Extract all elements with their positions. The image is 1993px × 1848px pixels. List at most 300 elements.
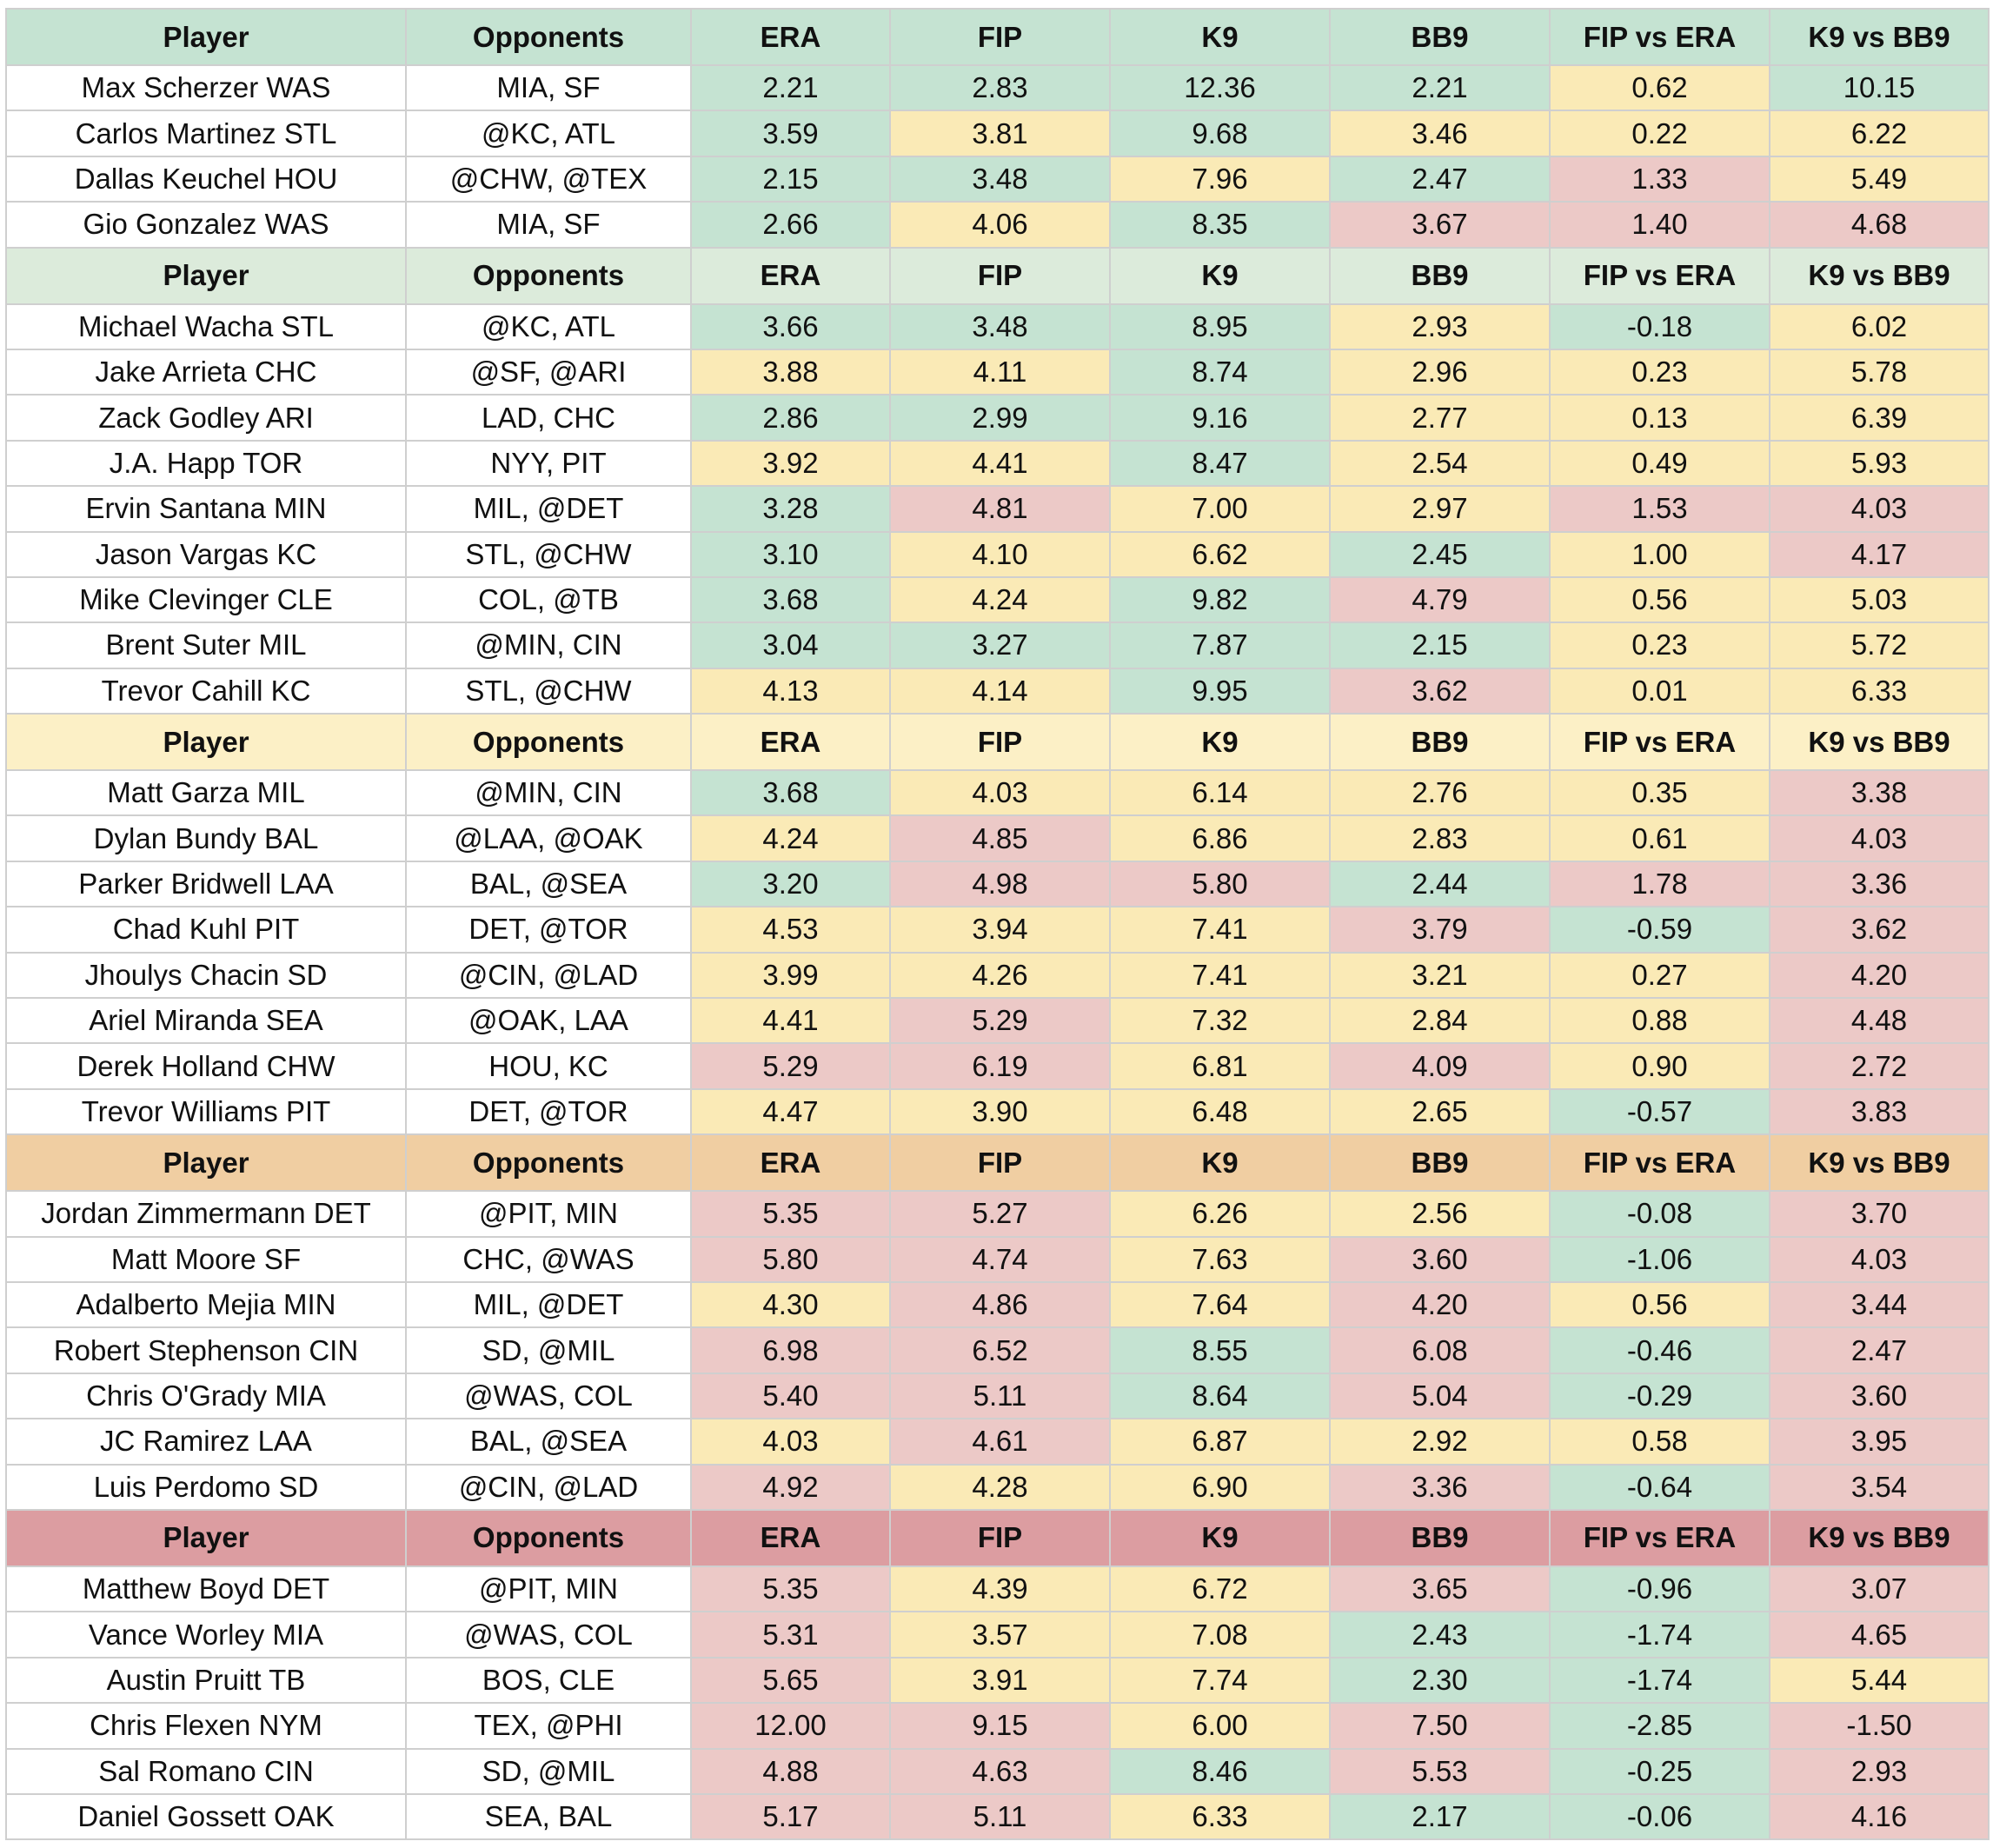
fip-vs-era-cell: -2.85 <box>1550 1703 1770 1748</box>
k9-cell: 7.08 <box>1110 1612 1330 1657</box>
k9-vs-bb9-cell: 3.44 <box>1770 1282 1989 1327</box>
fip-vs-era-cell: 1.78 <box>1550 861 1770 907</box>
table-row <box>6 1043 1989 1088</box>
k9-cell: 7.41 <box>1110 907 1330 952</box>
column-header-bb9: BB9 <box>1330 248 1550 304</box>
table-row <box>6 953 1989 998</box>
opponents-cell: SD, @MIL <box>406 1327 691 1373</box>
player-cell: Chris Flexen NYM <box>6 1703 406 1748</box>
opponents-cell: @PIT, MIN <box>406 1191 691 1236</box>
fip-cell: 4.41 <box>890 441 1110 486</box>
k9-vs-bb9-cell: 3.07 <box>1770 1566 1989 1612</box>
k9-cell: 6.87 <box>1110 1419 1330 1464</box>
group-header-row <box>6 1510 1989 1566</box>
player-cell: Mike Clevinger CLE <box>6 577 406 622</box>
table-row <box>6 110 1989 156</box>
fip-cell: 3.94 <box>890 907 1110 952</box>
opponents-cell: DET, @TOR <box>406 1089 691 1134</box>
column-header-bb9: BB9 <box>1330 9 1550 65</box>
k9-cell: 9.95 <box>1110 668 1330 714</box>
k9-vs-bb9-cell: 2.72 <box>1770 1043 1989 1088</box>
opponents-cell: CHC, @WAS <box>406 1237 691 1282</box>
k9-cell: 6.90 <box>1110 1465 1330 1510</box>
column-header-player: Player <box>6 9 406 65</box>
table-row <box>6 1794 1989 1839</box>
opponents-cell: NYY, PIT <box>406 441 691 486</box>
opponents-cell: @LAA, @OAK <box>406 815 691 861</box>
k9-vs-bb9-cell: 6.33 <box>1770 668 1989 714</box>
player-cell: Parker Bridwell LAA <box>6 861 406 907</box>
k9-vs-bb9-cell: 6.39 <box>1770 395 1989 440</box>
opponents-cell: STL, @CHW <box>406 532 691 577</box>
k9-cell: 6.81 <box>1110 1043 1330 1088</box>
column-header-fip-vs-era: FIP vs ERA <box>1550 9 1770 65</box>
table-row <box>6 998 1989 1043</box>
fip-cell: 4.74 <box>890 1237 1110 1282</box>
player-cell: Robert Stephenson CIN <box>6 1327 406 1373</box>
k9-vs-bb9-cell: 5.03 <box>1770 577 1989 622</box>
fip-vs-era-cell: 0.62 <box>1550 65 1770 110</box>
opponents-cell: DET, @TOR <box>406 907 691 952</box>
opponents-cell: MIA, SF <box>406 65 691 110</box>
era-cell: 3.88 <box>691 349 890 395</box>
era-cell: 5.40 <box>691 1373 890 1419</box>
table-row <box>6 486 1989 531</box>
opponents-cell: @CHW, @TEX <box>406 156 691 202</box>
k9-vs-bb9-cell: 6.22 <box>1770 110 1989 156</box>
opponents-cell: SD, @MIL <box>406 1749 691 1794</box>
player-cell: Matthew Boyd DET <box>6 1566 406 1612</box>
column-header-fip-vs-era: FIP vs ERA <box>1550 714 1770 770</box>
bb9-cell: 3.62 <box>1330 668 1550 714</box>
bb9-cell: 2.97 <box>1330 486 1550 531</box>
fip-cell: 5.29 <box>890 998 1110 1043</box>
k9-cell: 8.95 <box>1110 304 1330 349</box>
player-cell: Dallas Keuchel HOU <box>6 156 406 202</box>
era-cell: 5.35 <box>691 1566 890 1612</box>
era-cell: 5.29 <box>691 1043 890 1088</box>
player-cell: Jake Arrieta CHC <box>6 349 406 395</box>
k9-cell: 7.41 <box>1110 953 1330 998</box>
fip-vs-era-cell: 0.27 <box>1550 953 1770 998</box>
fip-vs-era-cell: -0.59 <box>1550 907 1770 952</box>
column-header-era: ERA <box>691 714 890 770</box>
player-cell: Chris O'Grady MIA <box>6 1373 406 1419</box>
column-header-opponents: Opponents <box>406 1510 691 1566</box>
player-cell: Vance Worley MIA <box>6 1612 406 1657</box>
era-cell: 2.66 <box>691 202 890 247</box>
table-row <box>6 202 1989 247</box>
bb9-cell: 2.65 <box>1330 1089 1550 1134</box>
era-cell: 4.30 <box>691 1282 890 1327</box>
column-header-k9-vs-bb9: K9 vs BB9 <box>1770 714 1989 770</box>
opponents-cell: BAL, @SEA <box>406 1419 691 1464</box>
column-header-fip: FIP <box>890 1134 1110 1191</box>
k9-vs-bb9-cell: 5.49 <box>1770 156 1989 202</box>
era-cell: 3.66 <box>691 304 890 349</box>
bb9-cell: 2.17 <box>1330 1794 1550 1839</box>
fip-vs-era-cell: -1.74 <box>1550 1658 1770 1703</box>
era-cell: 3.99 <box>691 953 890 998</box>
column-header-era: ERA <box>691 248 890 304</box>
fip-cell: 4.39 <box>890 1566 1110 1612</box>
player-cell: Jordan Zimmermann DET <box>6 1191 406 1236</box>
fip-cell: 4.61 <box>890 1419 1110 1464</box>
bb9-cell: 4.79 <box>1330 577 1550 622</box>
fip-vs-era-cell: 1.40 <box>1550 202 1770 247</box>
k9-cell: 8.35 <box>1110 202 1330 247</box>
fip-cell: 9.15 <box>890 1703 1110 1748</box>
fip-cell: 4.28 <box>890 1465 1110 1510</box>
group-header-row <box>6 248 1989 304</box>
fip-vs-era-cell: -0.64 <box>1550 1465 1770 1510</box>
era-cell: 4.88 <box>691 1749 890 1794</box>
bb9-cell: 2.47 <box>1330 156 1550 202</box>
fip-cell: 3.57 <box>890 1612 1110 1657</box>
era-cell: 3.59 <box>691 110 890 156</box>
opponents-cell: SEA, BAL <box>406 1794 691 1839</box>
fip-cell: 6.19 <box>890 1043 1110 1088</box>
bb9-cell: 2.96 <box>1330 349 1550 395</box>
table-row <box>6 65 1989 110</box>
k9-cell: 9.16 <box>1110 395 1330 440</box>
era-cell: 5.80 <box>691 1237 890 1282</box>
fip-vs-era-cell: 1.00 <box>1550 532 1770 577</box>
table-row <box>6 1703 1989 1748</box>
k9-cell: 6.00 <box>1110 1703 1330 1748</box>
opponents-cell: STL, @CHW <box>406 668 691 714</box>
era-cell: 6.98 <box>691 1327 890 1373</box>
fip-cell: 2.99 <box>890 395 1110 440</box>
player-cell: Michael Wacha STL <box>6 304 406 349</box>
table-row <box>6 1566 1989 1612</box>
k9-cell: 6.86 <box>1110 815 1330 861</box>
fip-cell: 2.83 <box>890 65 1110 110</box>
fip-cell: 4.81 <box>890 486 1110 531</box>
fip-vs-era-cell: 0.13 <box>1550 395 1770 440</box>
fip-vs-era-cell: -1.06 <box>1550 1237 1770 1282</box>
table-row <box>6 770 1989 815</box>
k9-cell: 8.74 <box>1110 349 1330 395</box>
k9-vs-bb9-cell: 5.44 <box>1770 1658 1989 1703</box>
k9-cell: 6.48 <box>1110 1089 1330 1134</box>
fip-vs-era-cell: 1.33 <box>1550 156 1770 202</box>
bb9-cell: 4.09 <box>1330 1043 1550 1088</box>
opponents-cell: LAD, CHC <box>406 395 691 440</box>
column-header-k9-vs-bb9: K9 vs BB9 <box>1770 248 1989 304</box>
table-row <box>6 1282 1989 1327</box>
table-row <box>6 668 1989 714</box>
opponents-cell: @MIN, CIN <box>406 622 691 668</box>
k9-vs-bb9-cell: 3.54 <box>1770 1465 1989 1510</box>
fip-vs-era-cell: 0.61 <box>1550 815 1770 861</box>
group-header-row <box>6 714 1989 770</box>
player-cell: Matt Moore SF <box>6 1237 406 1282</box>
k9-vs-bb9-cell: 4.03 <box>1770 1237 1989 1282</box>
opponents-cell: @KC, ATL <box>406 304 691 349</box>
fip-vs-era-cell: 0.35 <box>1550 770 1770 815</box>
opponents-cell: BOS, CLE <box>406 1658 691 1703</box>
column-header-fip-vs-era: FIP vs ERA <box>1550 1134 1770 1191</box>
k9-cell: 6.26 <box>1110 1191 1330 1236</box>
fip-vs-era-cell: 0.49 <box>1550 441 1770 486</box>
column-header-fip: FIP <box>890 9 1110 65</box>
fip-cell: 5.11 <box>890 1794 1110 1839</box>
opponents-cell: HOU, KC <box>406 1043 691 1088</box>
k9-vs-bb9-cell: 5.72 <box>1770 622 1989 668</box>
fip-vs-era-cell: 0.01 <box>1550 668 1770 714</box>
table-row <box>6 1419 1989 1464</box>
bb9-cell: 2.83 <box>1330 815 1550 861</box>
table-row <box>6 861 1989 907</box>
opponents-cell: MIL, @DET <box>406 486 691 531</box>
k9-vs-bb9-cell: 3.70 <box>1770 1191 1989 1236</box>
k9-cell: 8.46 <box>1110 1749 1330 1794</box>
fip-vs-era-cell: -0.96 <box>1550 1566 1770 1612</box>
fip-cell: 5.27 <box>890 1191 1110 1236</box>
table-row <box>6 441 1989 486</box>
column-header-bb9: BB9 <box>1330 1510 1550 1566</box>
fip-vs-era-cell: 0.23 <box>1550 349 1770 395</box>
fip-vs-era-cell: 0.90 <box>1550 1043 1770 1088</box>
bb9-cell: 2.15 <box>1330 622 1550 668</box>
bb9-cell: 6.08 <box>1330 1327 1550 1373</box>
player-cell: Gio Gonzalez WAS <box>6 202 406 247</box>
era-cell: 5.35 <box>691 1191 890 1236</box>
bb9-cell: 7.50 <box>1330 1703 1550 1748</box>
player-cell: Chad Kuhl PIT <box>6 907 406 952</box>
era-cell: 2.86 <box>691 395 890 440</box>
fip-vs-era-cell: -0.25 <box>1550 1749 1770 1794</box>
opponents-cell: @KC, ATL <box>406 110 691 156</box>
bb9-cell: 2.92 <box>1330 1419 1550 1464</box>
player-cell: Matt Garza MIL <box>6 770 406 815</box>
bb9-cell: 2.30 <box>1330 1658 1550 1703</box>
table-row <box>6 304 1989 349</box>
table-row <box>6 622 1989 668</box>
player-cell: Max Scherzer WAS <box>6 65 406 110</box>
bb9-cell: 3.36 <box>1330 1465 1550 1510</box>
fip-vs-era-cell: 0.88 <box>1550 998 1770 1043</box>
player-cell: Brent Suter MIL <box>6 622 406 668</box>
k9-vs-bb9-cell: 3.36 <box>1770 861 1989 907</box>
fip-vs-era-cell: -1.74 <box>1550 1612 1770 1657</box>
opponents-cell: MIA, SF <box>406 202 691 247</box>
fip-cell: 3.48 <box>890 156 1110 202</box>
table-row <box>6 156 1989 202</box>
column-header-era: ERA <box>691 9 890 65</box>
column-header-k9-vs-bb9: K9 vs BB9 <box>1770 9 1989 65</box>
era-cell: 4.03 <box>691 1419 890 1464</box>
fip-cell: 4.06 <box>890 202 1110 247</box>
era-cell: 4.53 <box>691 907 890 952</box>
opponents-cell: @CIN, @LAD <box>406 1465 691 1510</box>
era-cell: 4.92 <box>691 1465 890 1510</box>
era-cell: 3.28 <box>691 486 890 531</box>
opponents-cell: @WAS, COL <box>406 1373 691 1419</box>
era-cell: 4.24 <box>691 815 890 861</box>
bb9-cell: 2.93 <box>1330 304 1550 349</box>
player-cell: J.A. Happ TOR <box>6 441 406 486</box>
opponents-cell: MIL, @DET <box>406 1282 691 1327</box>
era-cell: 5.65 <box>691 1658 890 1703</box>
column-header-player: Player <box>6 1134 406 1191</box>
fip-vs-era-cell: -0.29 <box>1550 1373 1770 1419</box>
k9-vs-bb9-cell: 4.68 <box>1770 202 1989 247</box>
fip-vs-era-cell: 0.56 <box>1550 1282 1770 1327</box>
era-cell: 3.68 <box>691 770 890 815</box>
fip-cell: 5.11 <box>890 1373 1110 1419</box>
column-header-player: Player <box>6 714 406 770</box>
column-header-fip-vs-era: FIP vs ERA <box>1550 248 1770 304</box>
fip-cell: 3.90 <box>890 1089 1110 1134</box>
k9-cell: 9.82 <box>1110 577 1330 622</box>
era-cell: 4.41 <box>691 998 890 1043</box>
k9-vs-bb9-cell: 3.62 <box>1770 907 1989 952</box>
table-row <box>6 395 1989 440</box>
era-cell: 12.00 <box>691 1703 890 1748</box>
player-cell: Luis Perdomo SD <box>6 1465 406 1510</box>
k9-vs-bb9-cell: 3.83 <box>1770 1089 1989 1134</box>
k9-cell: 7.32 <box>1110 998 1330 1043</box>
k9-cell: 6.14 <box>1110 770 1330 815</box>
fip-vs-era-cell: -0.06 <box>1550 1794 1770 1839</box>
table-row <box>6 1191 1989 1236</box>
era-cell: 2.15 <box>691 156 890 202</box>
opponents-cell: TEX, @PHI <box>406 1703 691 1748</box>
k9-cell: 5.80 <box>1110 861 1330 907</box>
k9-cell: 6.72 <box>1110 1566 1330 1612</box>
k9-vs-bb9-cell: 3.38 <box>1770 770 1989 815</box>
player-cell: Carlos Martinez STL <box>6 110 406 156</box>
fip-cell: 6.52 <box>890 1327 1110 1373</box>
column-header-bb9: BB9 <box>1330 714 1550 770</box>
k9-cell: 8.47 <box>1110 441 1330 486</box>
k9-cell: 7.00 <box>1110 486 1330 531</box>
era-cell: 4.47 <box>691 1089 890 1134</box>
player-cell: Zack Godley ARI <box>6 395 406 440</box>
opponents-cell: COL, @TB <box>406 577 691 622</box>
bb9-cell: 2.21 <box>1330 65 1550 110</box>
k9-cell: 7.96 <box>1110 156 1330 202</box>
fip-cell: 4.03 <box>890 770 1110 815</box>
table-row <box>6 907 1989 952</box>
era-cell: 3.20 <box>691 861 890 907</box>
player-cell: Adalberto Mejia MIN <box>6 1282 406 1327</box>
era-cell: 5.17 <box>691 1794 890 1839</box>
bb9-cell: 2.77 <box>1330 395 1550 440</box>
bb9-cell: 3.79 <box>1330 907 1550 952</box>
fip-vs-era-cell: 0.58 <box>1550 1419 1770 1464</box>
bb9-cell: 3.67 <box>1330 202 1550 247</box>
fip-vs-era-cell: -0.08 <box>1550 1191 1770 1236</box>
column-header-era: ERA <box>691 1510 890 1566</box>
pitcher-stats-table <box>5 8 1990 1840</box>
player-cell: Derek Holland CHW <box>6 1043 406 1088</box>
fip-cell: 4.10 <box>890 532 1110 577</box>
bb9-cell: 3.60 <box>1330 1237 1550 1282</box>
fip-vs-era-cell: -0.46 <box>1550 1327 1770 1373</box>
column-header-opponents: Opponents <box>406 248 691 304</box>
opponents-cell: @SF, @ARI <box>406 349 691 395</box>
column-header-opponents: Opponents <box>406 1134 691 1191</box>
k9-vs-bb9-cell: 3.60 <box>1770 1373 1989 1419</box>
fip-cell: 4.11 <box>890 349 1110 395</box>
k9-vs-bb9-cell: 3.95 <box>1770 1419 1989 1464</box>
era-cell: 3.04 <box>691 622 890 668</box>
column-header-k9: K9 <box>1110 714 1330 770</box>
table-body <box>6 9 1989 1839</box>
player-cell: Trevor Williams PIT <box>6 1089 406 1134</box>
k9-vs-bb9-cell: 2.93 <box>1770 1749 1989 1794</box>
table-row <box>6 1612 1989 1657</box>
column-header-k9: K9 <box>1110 1510 1330 1566</box>
table-row <box>6 1373 1989 1419</box>
fip-vs-era-cell: 1.53 <box>1550 486 1770 531</box>
column-header-fip: FIP <box>890 1510 1110 1566</box>
bb9-cell: 2.45 <box>1330 532 1550 577</box>
column-header-opponents: Opponents <box>406 714 691 770</box>
player-cell: Jason Vargas KC <box>6 532 406 577</box>
k9-vs-bb9-cell: 4.03 <box>1770 815 1989 861</box>
column-header-k9: K9 <box>1110 248 1330 304</box>
bb9-cell: 2.44 <box>1330 861 1550 907</box>
column-header-opponents: Opponents <box>406 9 691 65</box>
k9-cell: 7.64 <box>1110 1282 1330 1327</box>
table-row <box>6 1327 1989 1373</box>
k9-vs-bb9-cell: 2.47 <box>1770 1327 1989 1373</box>
player-cell: Ervin Santana MIN <box>6 486 406 531</box>
fip-cell: 4.86 <box>890 1282 1110 1327</box>
column-header-player: Player <box>6 248 406 304</box>
column-header-k9: K9 <box>1110 9 1330 65</box>
bb9-cell: 3.46 <box>1330 110 1550 156</box>
opponents-cell: @CIN, @LAD <box>406 953 691 998</box>
k9-cell: 7.87 <box>1110 622 1330 668</box>
fip-cell: 3.48 <box>890 304 1110 349</box>
fip-cell: 3.27 <box>890 622 1110 668</box>
bb9-cell: 2.76 <box>1330 770 1550 815</box>
fip-cell: 4.85 <box>890 815 1110 861</box>
table-row <box>6 532 1989 577</box>
fip-cell: 3.91 <box>890 1658 1110 1703</box>
column-header-k9-vs-bb9: K9 vs BB9 <box>1770 1134 1989 1191</box>
player-cell: Trevor Cahill KC <box>6 668 406 714</box>
era-cell: 3.68 <box>691 577 890 622</box>
k9-vs-bb9-cell: 4.65 <box>1770 1612 1989 1657</box>
opponents-cell: @WAS, COL <box>406 1612 691 1657</box>
column-header-k9-vs-bb9: K9 vs BB9 <box>1770 1510 1989 1566</box>
fip-cell: 4.14 <box>890 668 1110 714</box>
k9-vs-bb9-cell: 10.15 <box>1770 65 1989 110</box>
k9-cell: 12.36 <box>1110 65 1330 110</box>
fip-cell: 4.26 <box>890 953 1110 998</box>
fip-vs-era-cell: -0.18 <box>1550 304 1770 349</box>
fip-cell: 4.63 <box>890 1749 1110 1794</box>
fip-cell: 4.98 <box>890 861 1110 907</box>
player-cell: JC Ramirez LAA <box>6 1419 406 1464</box>
bb9-cell: 3.65 <box>1330 1566 1550 1612</box>
bb9-cell: 4.20 <box>1330 1282 1550 1327</box>
table-row <box>6 1089 1989 1134</box>
column-header-fip: FIP <box>890 714 1110 770</box>
era-cell: 3.10 <box>691 532 890 577</box>
k9-vs-bb9-cell: 4.17 <box>1770 532 1989 577</box>
bb9-cell: 2.54 <box>1330 441 1550 486</box>
column-header-k9: K9 <box>1110 1134 1330 1191</box>
bb9-cell: 3.21 <box>1330 953 1550 998</box>
table-row <box>6 1749 1989 1794</box>
